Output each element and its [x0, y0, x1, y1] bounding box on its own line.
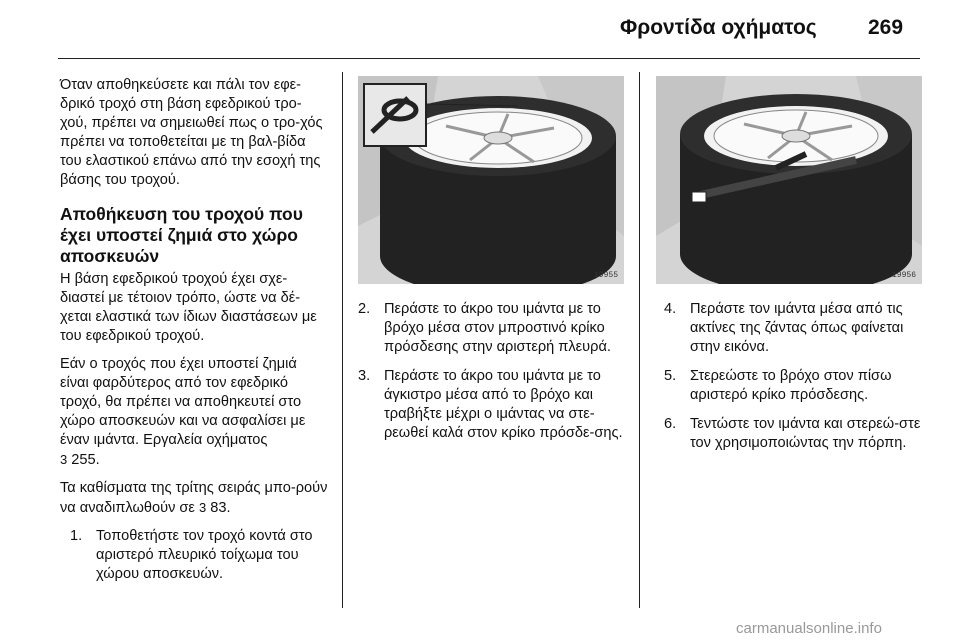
steps-list-1 [70, 527, 328, 584]
step-number: 6. [664, 416, 677, 432]
step-text: Περάστε το άκρο του ιμάντα με το βρόχο μέσα στον μπροστινό κρίκο πρόσδεσης στην αριστερή πλευρά. [384, 301, 611, 355]
spare-wheel-illustration [656, 76, 922, 284]
steps-list-2 [358, 300, 624, 443]
step-number: 3. [358, 368, 371, 384]
list-item [358, 300, 624, 357]
paragraph-3-ref[interactable]: 83. [210, 500, 231, 516]
paragraph-2-text: Εάν ο τροχός που έχει υποστεί ζημιά είναι φαρδύτερος από τον εφεδρικό τροχό, θα πρέπει να αποθηκευτεί στο χώρο αποσκευών και να ασφαλίσει με έναν ιμάντα. Εργαλεία οχήματος [60, 356, 306, 448]
paragraph-2-ref[interactable]: 255. [71, 452, 100, 468]
header-divider [58, 58, 920, 59]
column-divider-1 [342, 72, 343, 608]
step-number: 5. [664, 368, 677, 384]
paragraph-2 [60, 355, 328, 470]
list-item [70, 527, 328, 584]
list-item [664, 367, 924, 405]
page-number: 269 [868, 16, 904, 39]
list-item [358, 367, 624, 443]
column-2 [358, 300, 624, 453]
figure-label: 19956 [891, 271, 916, 280]
step-text: Τοποθετήστε τον τροχό κοντά στο αριστερό πλευρικό τοίχωμα του χώρου αποσκευών. [96, 528, 313, 582]
paragraph-3-text: Τα καθίσματα της τρίτης σειράς μπο-ρούν να αναδιπλωθούν σε [60, 480, 328, 516]
figure-spare-wheel-strap-2 [656, 76, 922, 284]
watermark: carmanualsonline.info [736, 620, 882, 637]
step-text: Περάστε τον ιμάντα μέσα από τις ακτίνες της ζάντας όπως φαίνεται στην εικόνα. [690, 301, 904, 355]
column-1 [60, 76, 328, 594]
step-number: 1. [70, 528, 83, 544]
column-3 [664, 300, 924, 463]
section-heading: Αποθήκευση του τροχού που έχει υποστεί ζημιά στο χώρο αποσκευών [60, 204, 303, 266]
paragraph-3 [60, 479, 328, 518]
step-text: Τεντώστε τον ιμάντα και στερεώ-στε τον χρησιμοποιώντας την πόρπη. [690, 416, 921, 451]
figure-spare-wheel-strap-1 [358, 76, 624, 284]
step-number: 4. [664, 301, 677, 317]
step-text: Στερεώστε το βρόχο στον πίσω αριστερό κρίκο πρόσδεσης. [690, 368, 892, 403]
list-item [664, 300, 924, 357]
column-divider-2 [639, 72, 640, 608]
paragraph-1: Η βάση εφεδρικού τροχού έχει σχε-διαστεί με τέτοιον τρόπο, ώστε να δέ-χεται ελαστικά των ίδιων διαστάσεων με του εφεδρικού τροχού. [60, 271, 317, 344]
steps-list-3 [664, 300, 924, 453]
list-item [664, 415, 924, 453]
intro-paragraph: Όταν αποθηκεύσετε και πάλι τον εφε-δρικό τροχό στη βάση εφεδρικού τρο-χού, πρέπει να σημειωθεί πως ο τρο-χός πρέπει να τοποθετείται με τη βαλ-βίδα του ελαστικού επάνω από την εσοχή της βάσης του τροχού. [60, 77, 323, 188]
page-ref-icon: 3 [60, 452, 68, 467]
step-text: Περάστε το άκρο του ιμάντα με το άγκιστρο μέσα από το βρόχο και τραβήξτε μέχρι ο ιμάντας να στε-ρεωθεί καλά στον κρίκο πρόσδε-σης. [384, 368, 623, 441]
page-ref-icon: 3 [199, 500, 207, 515]
figure-label: 19955 [593, 271, 618, 280]
spare-wheel-illustration [358, 76, 624, 284]
step-number: 2. [358, 301, 371, 317]
page-title: Φροντίδα οχήματος [620, 16, 817, 39]
